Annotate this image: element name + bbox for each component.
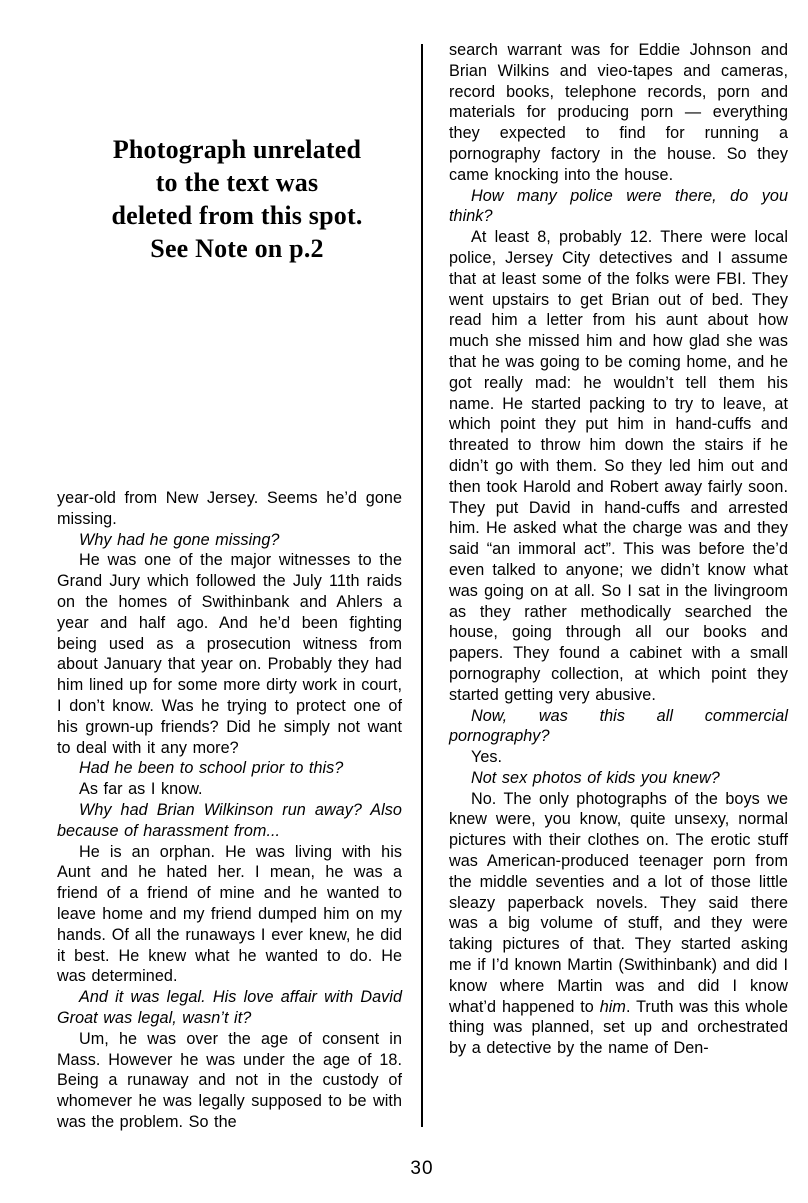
text-run: No. The only photographs of the boys we knew were, you know, quite unsexy, normal pictures with their clothes on. The erotic stuff was American-produced teenager porn from the middle seventies and a lot of those little sleazy paperback novels. They said there was a big volume of stuff, and they were taking pictures of that. They started asking me if I’d known Martin (Swithinbank) and did I know where Martin was and did I know what’d happened to — [449, 789, 788, 1016]
paragraph — [449, 789, 788, 1059]
notice-line: deleted from this spot. — [111, 201, 363, 230]
italic-text-run: him — [599, 997, 626, 1016]
page-number: 30 — [410, 1158, 434, 1179]
text-run: He is an orphan. He was living with his Aunt and he hated her. I mean, he was a friend of a friend of mine and he wanted to leave home and my friend dumped him on my hands. Of all the runaways I ever knew, he did it best. He knew what he wanted to do. He was determined. — [57, 842, 402, 986]
italic-text-run: Had he been to school prior to this? — [79, 759, 344, 778]
paragraph — [57, 758, 402, 779]
paragraph — [449, 747, 788, 768]
paragraph — [57, 530, 402, 551]
text-run: He was one of the major witnesses to the Grand Jury which followed the July 11th raids on the homes of Swithinbank and Ahlers a year and half ago. And he’d been fighting being used as a prosecution witness from about January that year on. Probably they had him lined up for some more dirty work in court, I don’t know. Was he trying to protect one of his grown-up friends? Did he simply not want to deal with it any more? — [57, 551, 402, 757]
paragraph — [449, 186, 788, 228]
column-divider-rule — [421, 44, 423, 1127]
paragraph — [449, 40, 788, 186]
italic-text-run: Now, was this all commercial pornography? — [449, 706, 788, 746]
paragraph — [57, 488, 402, 530]
text-run: search warrant was for Eddie Johnson and Brian Wilkins and vieo-tapes and cameras, record books, telephone records, porn and materials for producing porn — everything they expected to find for running a pornography factory in the house. So they came knocking into the house. — [449, 41, 788, 184]
text-run: As far as I know. — [79, 780, 203, 799]
photo-removed-notice — [37, 133, 437, 265]
paragraph — [57, 779, 402, 800]
italic-text-run: How many police were there, do you think? — [449, 186, 788, 226]
paragraph — [449, 768, 788, 789]
text-run: . Truth was this whole thing was planned, set up and orchestrated by a detective by the name of Den- — [449, 997, 789, 1058]
paragraph — [57, 1029, 402, 1133]
text-run: Yes. — [471, 748, 503, 767]
paragraph — [57, 550, 402, 758]
paragraph — [449, 706, 788, 748]
paragraph — [57, 842, 402, 988]
left-column-text — [57, 488, 402, 1133]
paragraph — [57, 987, 402, 1029]
notice-line: to the text was — [155, 168, 319, 197]
italic-text-run: And it was legal. His love affair with David Groat was legal, wasn’t it? — [57, 988, 402, 1027]
italic-text-run: Why had Brian Wilkinson run away? Also because of harassment from... — [57, 800, 402, 840]
right-column-text — [449, 40, 788, 1059]
text-run: Um, he was over the age of consent in Mass. However he was under the age of 18. Being a runaway and not in the custody of whomever he was legally supposed to be with was the problem. So the — [57, 1029, 402, 1131]
paragraph — [449, 227, 788, 705]
italic-text-run: Why had he gone missing? — [79, 530, 280, 549]
text-run: year-old from New Jersey. Seems he’d gone missing. — [57, 489, 402, 528]
notice-line: Photograph unrelated — [112, 135, 362, 164]
paragraph — [57, 800, 402, 842]
notice-line: See Note on p.2 — [150, 234, 324, 263]
italic-text-run: Not sex photos of kids you knew? — [471, 768, 720, 787]
text-run: At least 8, probably 12. There were local police, Jersey City detectives and I assume that at least some of the folks were FBI. They went upstairs to get Brian out of bed. They read him a letter from his aunt about how much she missed him and how glad she was that he was going to be coming home, and he got really mad: he wouldn’t tell them his name. He started packing to try to leave, at which point they put him in hand-cuffs and threated to throw him down the stairs if he didn’t go with them. So they led him out and then took Harold and Robert away fairly soon. They put David in hand-cuffs and arrested him. He asked what the charge was and they said “an immoral act”. This was before the’d even talked to anyone; we didn’t know what was going on at all. So I sat in the livingroom as they rather methodically searched the house, going through all our books and papers. They found a cabinet with a small pornography collection, at which point they started getting very abusive. — [449, 228, 788, 704]
